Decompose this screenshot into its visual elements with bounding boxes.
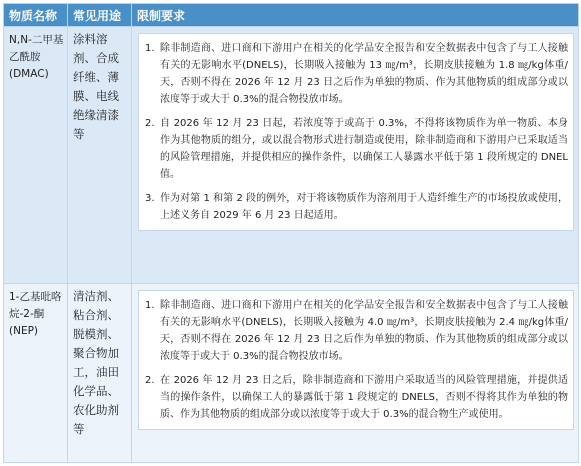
restriction-list <box>138 290 574 430</box>
common-use-cell: 清洁剂、粘合剂、脱模剂、聚合物加工，油田化学品、农化助剂等 <box>68 284 132 463</box>
table-row <box>4 27 579 284</box>
substance-name-cell: N,N-二甲基乙酰胺 (DMAC) <box>4 27 68 284</box>
list-item <box>145 297 568 365</box>
item-number: 3. <box>145 193 155 204</box>
list-item <box>145 115 568 183</box>
item-number: 2. <box>145 118 155 129</box>
header-row <box>4 4 579 27</box>
restriction-list <box>138 33 574 231</box>
item-text: 作为对第 1 和第 2 段的例外，对于将该物质作为溶剂用于人造纤维生产的市场投放或使用，上述义务自 2029 年 6 月 23 日起适用。 <box>160 193 568 221</box>
list-item <box>145 372 568 423</box>
table-row <box>4 284 579 463</box>
restriction-cell <box>132 284 579 463</box>
item-text: 除非制造商、进口商和下游用户在相关的化学品安全报告和安全数据表中包含了与工人接触有关的无影响水平(DNELS)，长期吸入接触为 13 ㎎/m³，长期皮肤接触为 1.8 ㎎/kg体重/天，否则不得在 2026 年 12 月 23 日之后作为单独的物质、作为其他物质的组成部分或以浓度等于或大于 0.3%的混合物投放市场。 <box>160 43 568 105</box>
item-number: 2. <box>145 375 155 386</box>
item-text: 自 2026 年 12 月 23 日起，若浓度等于或高于 0.3%，不得将该物质作为单一物质、本身作为其他物质的组分，或以混合物形式进行制造或使用，除非制造商和下游用户已采取适当的风险管理措施，并提供相应的操作条件，以确保工人暴露水平低于第 1 段所规定的 DNEL 值。 <box>160 118 568 180</box>
header-restriction: 限制要求 <box>132 4 579 27</box>
substance-name-cell: 1-乙基吡咯烷-2-酮 (NEP) <box>4 284 68 463</box>
restriction-cell <box>132 27 579 284</box>
header-substance-name: 物质名称 <box>4 4 68 27</box>
item-text: 除非制造商、进口商和下游用户在相关的化学品安全报告和安全数据表中包含了与工人接触有关的无影响水平(DNELS)，长期吸入接触为 4.0 ㎎/m³，长期皮肤接触为 2.4 ㎎/kg体重/天，否则不得在 2026 年 12 月 23 日之后作为单独的物质、作为其他物质的组成部分或以浓度等于或大于 0.3%的混合物投放市场。 <box>160 300 568 362</box>
item-text: 在 2026 年 12 月 23 日之后，除非制造商和下游用户采取适当的风险管理措施，并提供适当的操作条件，以确保工人的暴露低于第 1 段规定的 DNELS，否则不得将其作为单独的物质、作为其他物质的组成部分或以浓度等于或大于 0.3%的混合物生产或使用。 <box>160 375 568 420</box>
header-common-use: 常见用途 <box>68 4 132 27</box>
list-item <box>145 190 568 224</box>
list-item <box>145 40 568 108</box>
common-use-cell: 涂料溶剂、合成纤维、薄膜、电线绝缘清漆等 <box>68 27 132 284</box>
item-number: 1. <box>145 300 155 311</box>
item-number: 1. <box>145 43 155 54</box>
regulation-table <box>3 3 579 463</box>
